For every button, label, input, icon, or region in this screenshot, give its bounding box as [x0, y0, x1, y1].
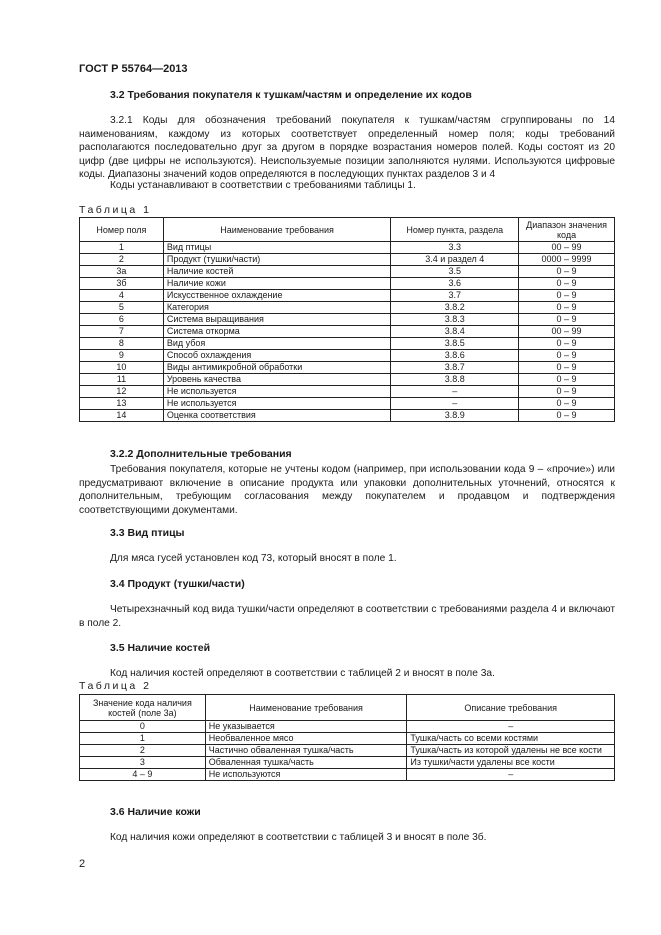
table-row [80, 266, 615, 278]
table1-caption: Таблица 1 [79, 204, 152, 216]
table-cell: 3.8.4 [391, 326, 519, 338]
section-3-5-heading: 3.5 Наличие костей [110, 642, 211, 654]
table-row [80, 290, 615, 302]
paragraph-3-4: Четырехзначный код вида тушки/части определяют в соответствии с требованиями раздела 4 и включают в поле 2. [79, 604, 615, 629]
table-cell: Не используется [163, 386, 391, 398]
requirements-table [79, 217, 615, 422]
table-cell: Обваленная тушка/часть [205, 757, 407, 769]
table-cell: 3.7 [391, 290, 519, 302]
column-header: Наименование требования [205, 695, 407, 721]
table-cell: 0 – 9 [519, 398, 615, 410]
table-cell: 3.8.6 [391, 350, 519, 362]
table-cell: Не указывается [205, 721, 407, 733]
table-cell: 11 [80, 374, 164, 386]
column-header: Номер пункта, раздела [391, 218, 519, 242]
table-cell: 1 [80, 733, 206, 745]
table-cell: Уровень качества [163, 374, 391, 386]
table-cell: 3.8.9 [391, 410, 519, 422]
table-cell: 3.3 [391, 242, 519, 254]
table-cell: 00 – 99 [519, 242, 615, 254]
bones-table [79, 694, 615, 781]
table-row [80, 721, 615, 733]
table-cell: 3б [80, 278, 164, 290]
table-row [80, 314, 615, 326]
table-cell: Частично обваленная тушка/часть [205, 745, 407, 757]
table-cell: 2 [80, 254, 164, 266]
section-3-6-heading: 3.6 Наличие кожи [110, 806, 201, 818]
table-cell: 13 [80, 398, 164, 410]
table-cell: 0 – 9 [519, 386, 615, 398]
table-cell: 3 [80, 757, 206, 769]
table-header-row [80, 218, 615, 242]
table2-caption: Таблица 2 [79, 680, 152, 692]
table-row [80, 410, 615, 422]
table-row [80, 374, 615, 386]
table-cell: Тушка/часть со всеми костями [407, 733, 615, 745]
table-cell: 3.8.2 [391, 302, 519, 314]
table-cell: 4 [80, 290, 164, 302]
table-cell: 0 – 9 [519, 338, 615, 350]
table-cell: 0000 – 9999 [519, 254, 615, 266]
table-cell: Продукт (тушки/части) [163, 254, 391, 266]
paragraph-3-2-2: Требования покупателя, которые не учтены кодом (например, при использовании кода 9 – «прочие») или предусматривают включение в описание продукта или упаковки дополнительных уточнений, относятся к дополнительным, требующим согласования между покупателем и продавцом и подтверждения соответствующими документами. [79, 464, 615, 516]
table-cell: 1 [80, 242, 164, 254]
table-cell: 0 – 9 [519, 410, 615, 422]
table-cell: Наличие кожи [163, 278, 391, 290]
table-row [80, 242, 615, 254]
table-row [80, 302, 615, 314]
table-row [80, 769, 615, 781]
table-cell: 10 [80, 362, 164, 374]
table-cell: 3.8.8 [391, 374, 519, 386]
table-cell: 0 – 9 [519, 362, 615, 374]
paragraph-table-reference: Коды устанавливают в соответствии с требованиями таблицы 1. [110, 180, 416, 191]
table-cell: 0 – 9 [519, 314, 615, 326]
table-cell: Из тушки/части удалены все кости [407, 757, 615, 769]
table-cell: Вид птицы [163, 242, 391, 254]
table-row [80, 757, 615, 769]
table-cell: Категория [163, 302, 391, 314]
table-cell: Система выращивания [163, 314, 391, 326]
column-header: Наименование требования [163, 218, 391, 242]
column-header: Номер поля [80, 218, 164, 242]
table-cell: Необваленное мясо [205, 733, 407, 745]
table-cell: – [407, 769, 615, 781]
table-row [80, 386, 615, 398]
table-cell: 3.8.7 [391, 362, 519, 374]
table-cell: – [407, 721, 615, 733]
table-row [80, 745, 615, 757]
paragraph-3-5: Код наличия костей определяют в соответствии с таблицей 2 и вносят в поле 3а. [110, 668, 495, 679]
table-cell: 8 [80, 338, 164, 350]
paragraph-3-2-1: 3.2.1 Коды для обозначения требований покупателя к тушкам/частям сгруппированы по 14 наименованиям, каждому из которых соответствует определенный номер поля; коды требований располагаются последовательно друг за другом в порядке возрастания номеров полей. Коды состоят из 20 цифр (две цифры не используются). Неиспользуемые позиции заполняются нулями. Используются цифровые коды. Диапазоны значений кодов определяются в последующих пунктах разделов 3 и 4 [79, 115, 615, 180]
table-row [80, 362, 615, 374]
paragraph-3-6: Код наличия кожи определяют в соответствии с таблицей 3 и вносят в поле 3б. [110, 832, 487, 843]
table-cell: Система откорма [163, 326, 391, 338]
table-cell: 0 [80, 721, 206, 733]
table-cell: Наличие костей [163, 266, 391, 278]
table-cell: 3.8.5 [391, 338, 519, 350]
section-3-2-2-heading: 3.2.2 Дополнительные требования [110, 448, 292, 460]
column-header: Описание требования [407, 695, 615, 721]
table-cell: 0 – 9 [519, 350, 615, 362]
table-cell: 5 [80, 302, 164, 314]
column-header: Диапазон значения кода [519, 218, 615, 242]
table-cell: Способ охлаждения [163, 350, 391, 362]
table-cell: 9 [80, 350, 164, 362]
table-cell: 2 [80, 745, 206, 757]
table-cell: 14 [80, 410, 164, 422]
table-cell: Вид убоя [163, 338, 391, 350]
table-cell: Оценка соответствия [163, 410, 391, 422]
table-cell: Виды антимикробной обработки [163, 362, 391, 374]
table-cell: 0 – 9 [519, 278, 615, 290]
table-row [80, 338, 615, 350]
table-cell: 0 – 9 [519, 374, 615, 386]
table-cell: 3.4 и раздел 4 [391, 254, 519, 266]
table-cell: – [391, 398, 519, 410]
table-row [80, 254, 615, 266]
table-cell: 4 – 9 [80, 769, 206, 781]
table-cell: 0 – 9 [519, 266, 615, 278]
section-3-2-heading: 3.2 Требования покупателя к тушкам/частям и определение их кодов [110, 89, 472, 101]
table-cell: 12 [80, 386, 164, 398]
page-number: 2 [79, 858, 86, 870]
table-row [80, 398, 615, 410]
table-cell: Не используются [205, 769, 407, 781]
table-cell: 6 [80, 314, 164, 326]
table-cell: 0 – 9 [519, 290, 615, 302]
table-cell: 0 – 9 [519, 302, 615, 314]
table-row [80, 733, 615, 745]
table-cell: – [391, 386, 519, 398]
table-cell: 3.8.3 [391, 314, 519, 326]
table-cell: Тушка/часть из которой удалены не все кости [407, 745, 615, 757]
table-row [80, 278, 615, 290]
table-cell: Не используется [163, 398, 391, 410]
table-row [80, 326, 615, 338]
table-row [80, 350, 615, 362]
table-header-row [80, 695, 615, 721]
section-3-4-heading: 3.4 Продукт (тушки/части) [110, 578, 245, 590]
table-cell: Искусственное охлаждение [163, 290, 391, 302]
table-cell: 3.5 [391, 266, 519, 278]
standard-number: ГОСТ Р 55764—2013 [79, 63, 188, 75]
table-cell: 3.6 [391, 278, 519, 290]
table-cell: 3а [80, 266, 164, 278]
column-header: Значение кода наличия костей (поле 3а) [80, 695, 206, 721]
section-3-3-heading: 3.3 Вид птицы [110, 527, 185, 539]
table-cell: 7 [80, 326, 164, 338]
table-cell: 00 – 99 [519, 326, 615, 338]
paragraph-3-3: Для мяса гусей установлен код 73, который вносят в поле 1. [110, 553, 397, 564]
